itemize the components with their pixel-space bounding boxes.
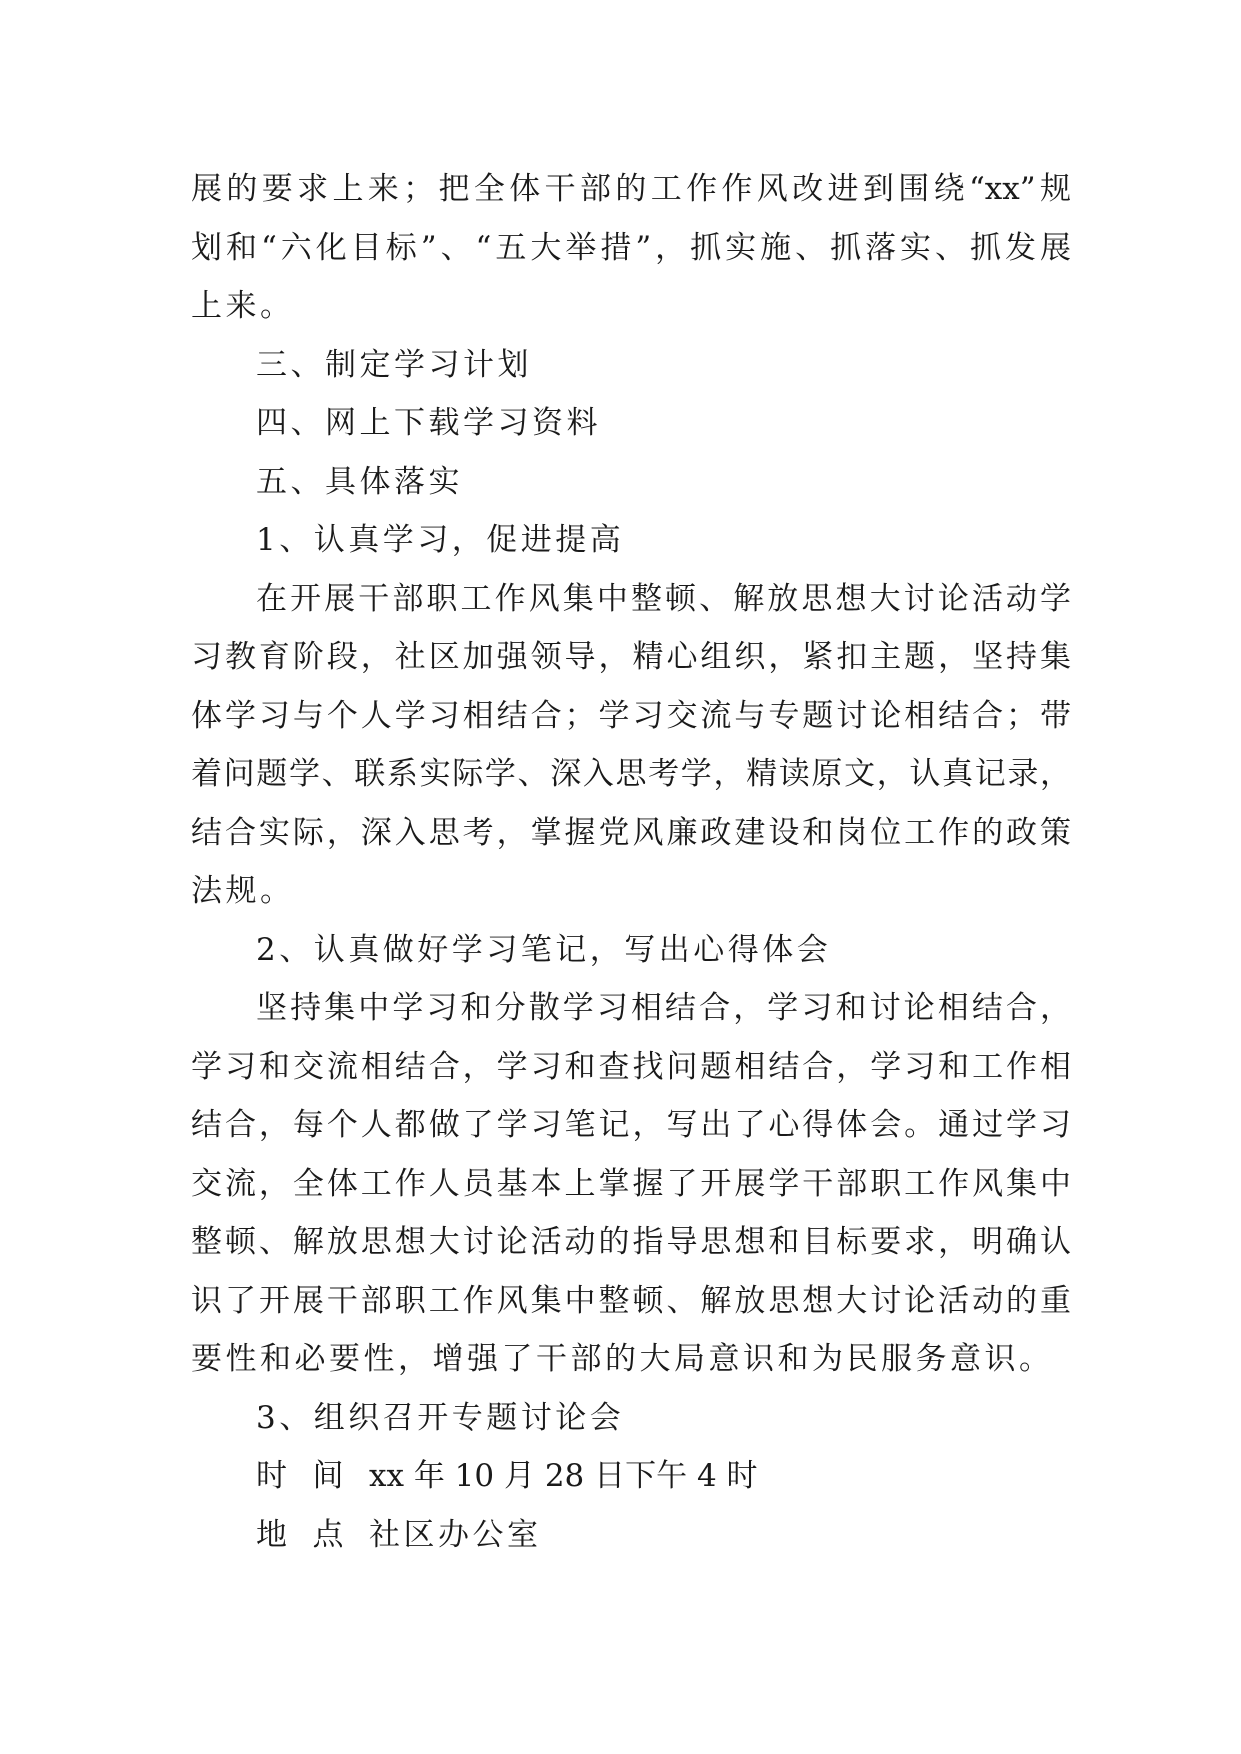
section-heading-4: 四、网上下载学习资料 xyxy=(256,405,601,441)
paragraph-line: 划和“六化目标”、“五大举措”，抓实施、抓落实、抓发展 xyxy=(191,229,1071,266)
meeting-time-value: xx 年 10 月 28 日下午 4 时 xyxy=(369,1458,758,1494)
paragraph-line: 坚持集中学习和分散学习相结合，学习和讨论相结合， xyxy=(256,990,1071,1026)
meeting-time-line xyxy=(191,1447,1071,1506)
paragraph-line: 习教育阶段，社区加强领导，精心组织，紧扣主题，坚持集 xyxy=(191,639,1071,675)
section-heading-5: 五、具体落实 xyxy=(256,463,463,500)
meeting-place-line xyxy=(191,1506,1071,1565)
paragraph-line: 上来。 xyxy=(191,288,295,324)
paragraph-line: 要性和必要性，增强了干部的大局意识和为民服务意识。 xyxy=(191,1341,1054,1377)
meeting-time-label: 时 xyxy=(256,1458,291,1494)
meeting-time-label: 间 xyxy=(312,1458,347,1494)
subheading-1: 1、认真学习，促进提高 xyxy=(256,522,625,558)
paragraph-line: 法规。 xyxy=(191,873,295,909)
paragraph-line: 在开展干部职工作风集中整顿、解放思想大讨论活动学 xyxy=(256,580,1071,617)
paragraph-line: 整顿、解放思想大讨论活动的指导思想和目标要求，明确认 xyxy=(191,1224,1071,1260)
paragraph-line: 学习和交流相结合，学习和查找问题相结合，学习和工作相 xyxy=(191,1048,1071,1085)
meeting-place-label: 地 xyxy=(256,1516,291,1553)
subheading-2: 2、认真做好学习笔记，写出心得体会 xyxy=(256,931,832,968)
subheading-3: 3、组织召开专题讨论会 xyxy=(256,1399,625,1436)
paragraph-line: 识了开展干部职工作风集中整顿、解放思想大讨论活动的重 xyxy=(191,1282,1071,1319)
meeting-place-label: 点 xyxy=(312,1516,347,1553)
paragraph-line: 着问题学、联系实际学、深入思考学，精读原文，认真记录， xyxy=(191,756,1071,792)
section-heading-3: 三、制定学习计划 xyxy=(256,346,532,383)
paragraph-line: 交流，全体工作人员基本上掌握了开展学干部职工作风集中 xyxy=(191,1165,1071,1202)
meeting-place-value: 社区办公室 xyxy=(369,1516,542,1553)
paragraph-line: 结合，每个人都做了学习笔记，写出了心得体会。通过学习 xyxy=(191,1107,1071,1143)
document-body xyxy=(191,160,1071,1564)
paragraph-line: 体学习与个人学习相结合；学习交流与专题讨论相结合；带 xyxy=(191,697,1071,734)
paragraph-line: 展的要求上来；把全体干部的工作作风改进到围绕“xx”规 xyxy=(191,171,1071,207)
paragraph-line: 结合实际，深入思考，掌握党风廉政建设和岗位工作的政策 xyxy=(191,814,1071,851)
